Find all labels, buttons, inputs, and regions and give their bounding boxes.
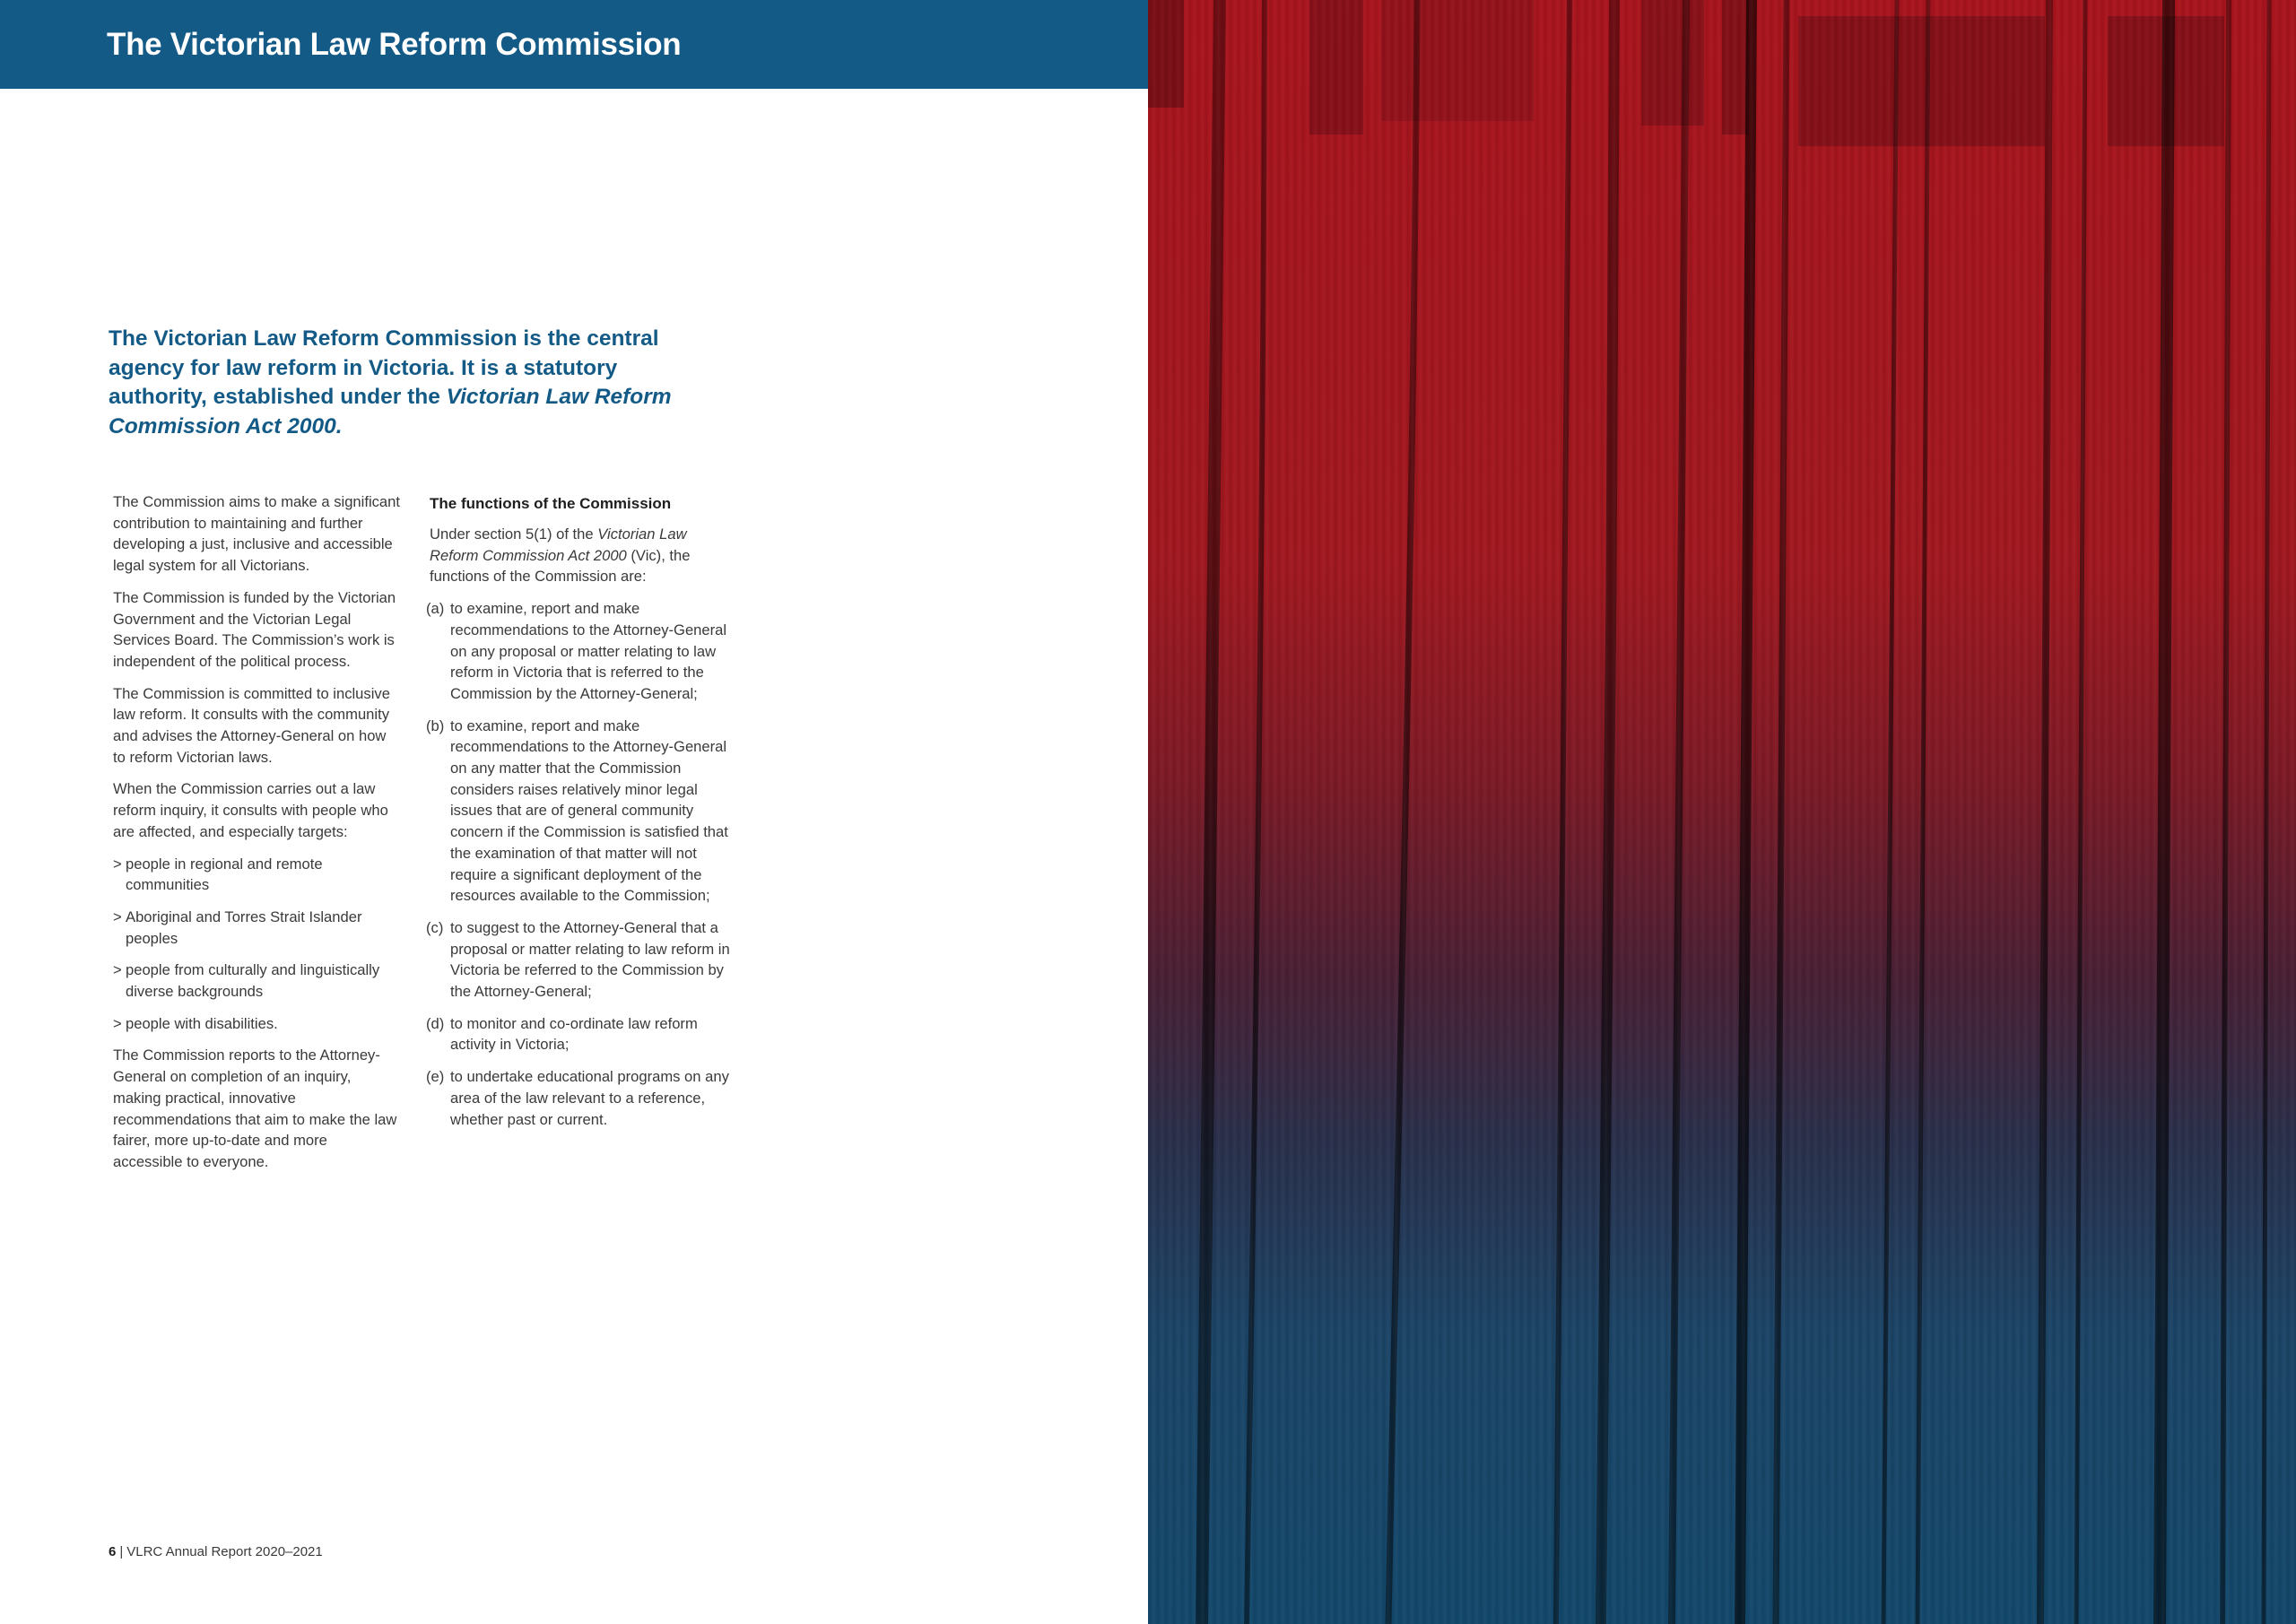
bullet-marker: >	[113, 1014, 122, 1032]
page-number: 6	[109, 1544, 117, 1559]
list-item	[426, 917, 730, 1003]
function-label: (b)	[426, 716, 445, 734]
functions-intro-text: Under section 5(1) of the	[430, 525, 598, 543]
right-column	[426, 491, 730, 1141]
paragraph: The Commission is funded by the Victorian Government and the Victorian Legal Services Board. The Commission’s work is independent of the political process.	[113, 588, 396, 670]
list-item	[113, 1013, 400, 1035]
list-item	[113, 960, 400, 1002]
page-title: The Victorian Law Reform Commission	[107, 27, 682, 62]
list-item-text: people in regional and remote communities	[126, 855, 323, 894]
function-text: to suggest to the Attorney-General that a proposal or matter relating to law reform in Victoria be referred to the Commission by the Attorney-General;	[450, 918, 730, 1001]
footer-separator: |	[119, 1544, 124, 1559]
list-item	[113, 907, 400, 949]
function-label: (e)	[426, 1068, 445, 1086]
function-text: to examine, report and make recommendations to the Attorney-General on any proposal or matter relating to law reform in Victoria that is referred to the Commission by the Attorney-General;	[450, 600, 727, 702]
header-band	[0, 0, 1148, 89]
list-item	[426, 1066, 730, 1130]
page-footer	[109, 1544, 323, 1559]
function-text: to monitor and co-ordinate law reform activity in Victoria;	[450, 1014, 698, 1054]
list-item-text: people from culturally and linguistically diverse backgrounds	[126, 961, 380, 1001]
intro-statement	[109, 325, 718, 441]
list-item	[426, 1013, 730, 1055]
paragraph: The Commission is committed to inclusive law reform. It consults with the community and advises the Attorney-General on how to reform Victorian laws.	[113, 684, 390, 766]
paragraph: When the Commission carries out a law reform inquiry, it consults with people who are affected, and especially targets:	[113, 780, 388, 840]
list-item-text: people with disabilities.	[126, 1014, 278, 1032]
list-item	[113, 854, 400, 896]
publication-title: VLRC Annual Report 2020–2021	[126, 1544, 323, 1559]
function-label: (a)	[426, 600, 445, 618]
paragraph: The Commission aims to make a significant contribution to maintaining and further developing a just, inclusive and accessible legal system for all Victorians.	[113, 493, 401, 575]
intro-text: The Victorian Law Reform Commission is the central agency for law reform in Victoria. It is a statutory authority, established under the	[109, 326, 659, 409]
list-item	[426, 716, 730, 907]
bullet-marker: >	[113, 908, 122, 925]
photo-page-edges	[1148, 0, 2296, 1624]
paragraph: The Commission reports to the Attorney-General on completion of an inquiry, making practical, innovative recommendations that aim to make the law fairer, more up-to-date and more accessible to everyone.	[113, 1046, 397, 1170]
target-groups-list	[113, 854, 400, 1035]
function-label: (c)	[426, 918, 444, 936]
functions-list	[426, 598, 730, 1130]
act-title: Victorian Law Reform Commission Act 2000	[430, 525, 687, 564]
cover-photo-bound-reports	[1148, 0, 2296, 1624]
functions-intro	[430, 524, 730, 587]
function-text: to examine, report and make recommendations to the Attorney-General on any matter that the Commission considers raises relatively minor legal issues that are of general community concern if the Commission is satisfied that the examination of that matter will not require a significant deployment of the resources available to the Commission;	[450, 716, 728, 905]
function-text: to undertake educational programs on any area of the law relevant to a reference, whether past or current.	[450, 1068, 729, 1128]
intro-act-title: Victorian Law Reform Commission Act 2000.	[109, 385, 672, 439]
left-column	[113, 491, 400, 1184]
bullet-marker: >	[113, 961, 122, 979]
functions-intro-text: (Vic), the functions of the Commission are:	[430, 546, 691, 586]
list-item	[426, 598, 730, 705]
bullet-marker: >	[113, 855, 122, 873]
function-label: (d)	[426, 1014, 445, 1032]
list-item-text: Aboriginal and Torres Strait Islander peoples	[126, 908, 362, 947]
functions-heading: The functions of the Commission	[430, 495, 672, 512]
